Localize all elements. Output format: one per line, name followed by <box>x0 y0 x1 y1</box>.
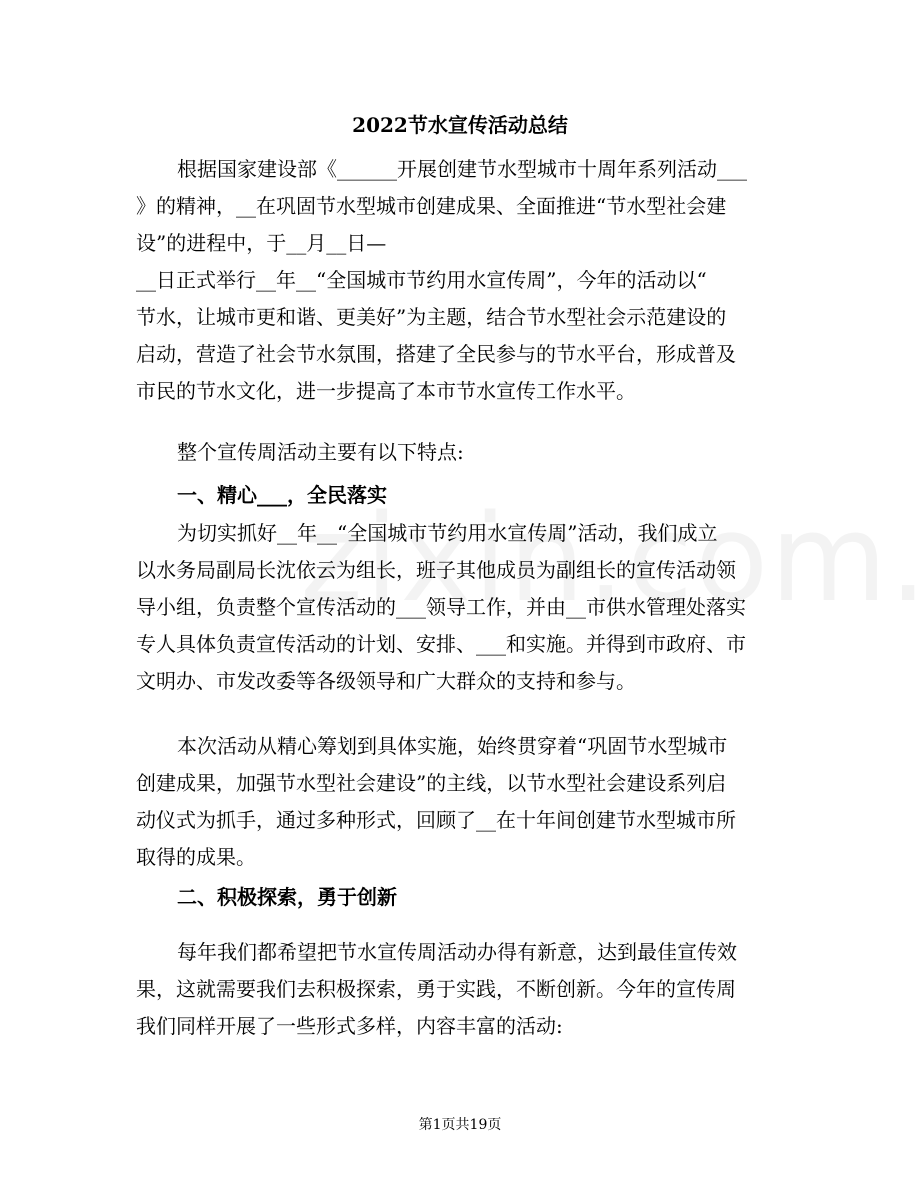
body-line: 整个宣传周活动主要有以下特点: <box>177 440 464 464</box>
body-line: 创建成果，加强节水型社会建设”的主线，以节水型社会建设系列启 <box>136 771 727 795</box>
body-line: 动仪式为抓手，通过多种形式，回顾了__在十年间创建节水型城市所 <box>136 808 736 832</box>
section-heading: 二、积极探索，勇于创新 <box>177 885 397 909</box>
body-line: 果，这就需要我们去积极探索，勇于实践，不断创新。今年的宣传周 <box>136 977 736 1001</box>
body-line: 专人具体负责宣传活动的计划、安排、___和实施。并得到市政府、市 <box>136 632 746 656</box>
body-line: 》的精神，__在巩固节水型城市创建成果、全面推进“节水型社会建 <box>136 194 727 218</box>
body-line: 文明办、市发改委等各级领导和广大群众的支持和参与。 <box>136 669 636 693</box>
body-line: 节水，让城市更和谐、更美好”为主题，结合节水型社会示范建设的 <box>136 305 727 329</box>
body-line: 导小组，负责整个宣传活动的___领导工作，并由__市供水管理处落实 <box>136 595 746 619</box>
body-line: __日正式举行__年__“全国城市节约用水宣传周”，今年的活动以“ <box>136 268 707 292</box>
document-title: 2022节水宣传活动总结 <box>352 113 568 137</box>
body-line: 以水务局副局长沈依云为组长，班子其他成员为副组长的宣传活动领 <box>136 558 736 582</box>
body-line: 设”的进程中，于__月__日— <box>136 231 387 255</box>
body-line: 每年我们都希望把节水宣传周活动办得有新意，达到最佳宣传效 <box>177 940 737 964</box>
section-heading: 一、精心___，全民落实 <box>177 483 387 507</box>
body-line: 我们同样开展了一些形式多样，内容丰富的活动: <box>136 1014 563 1038</box>
body-line: 本次活动从精心筹划到具体实施，始终贯穿着“巩固节水型城市 <box>177 734 728 758</box>
page-footer: 第1页共19页 <box>418 1117 502 1133</box>
body-line: 市民的节水文化，进一步提高了本市节水宣传工作水平。 <box>136 379 636 403</box>
body-line: 取得的成果。 <box>136 845 256 869</box>
body-line: 根据国家建设部《______开展创建节水型城市十周年系列活动___ <box>177 157 747 181</box>
body-line: 为切实抓好__年__“全国城市节约用水宣传周”活动，我们成立 <box>177 521 718 545</box>
body-line: 启动，营造了社会节水氛围，搭建了全民参与的节水平台，形成普及 <box>136 342 736 366</box>
